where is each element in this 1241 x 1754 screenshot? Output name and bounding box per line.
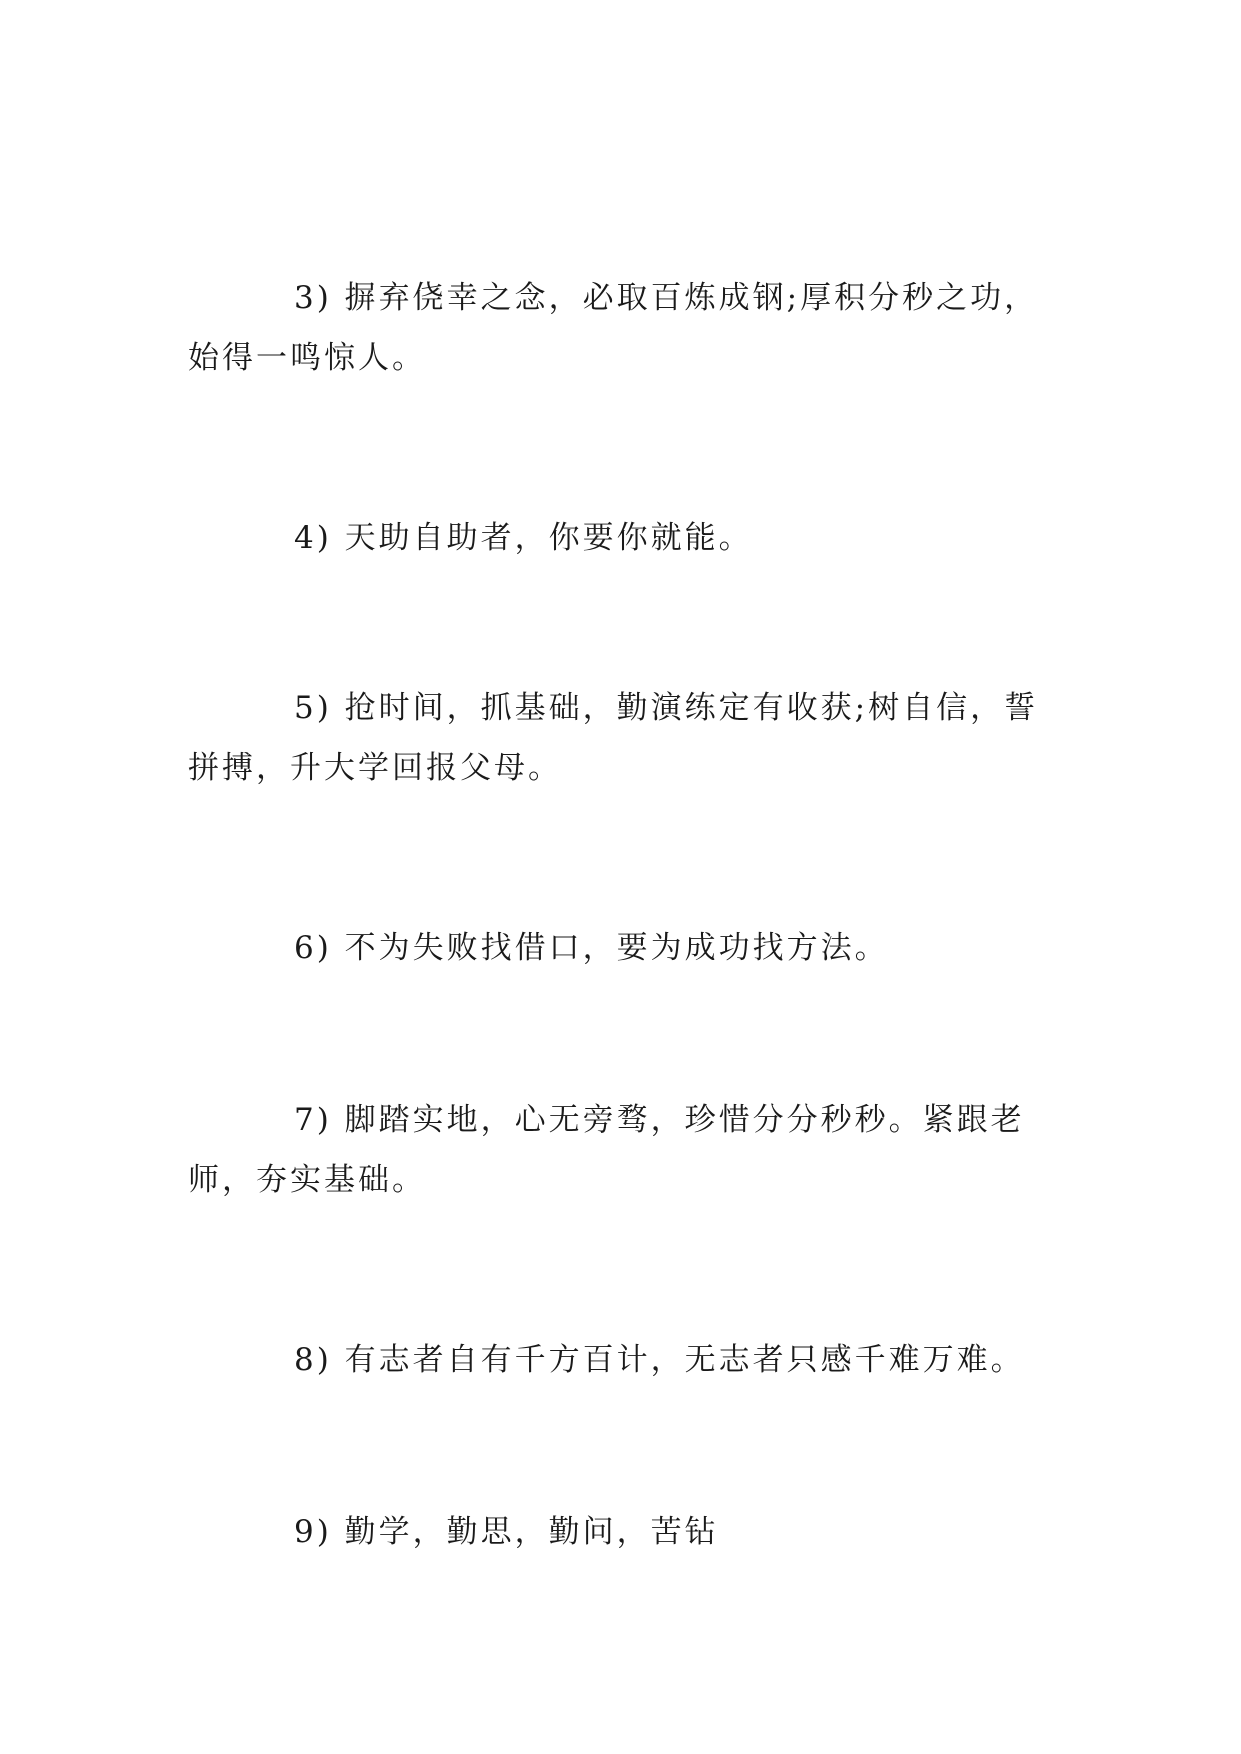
paragraph-8: 8) 有志者自有千方百计，无志者只感千难万难。 xyxy=(294,1342,1025,1378)
paragraph-6: 6) 不为失败找借口，要为成功找方法。 xyxy=(294,930,889,966)
paragraph-9: 9) 勤学，勤思，勤问，苦钻 xyxy=(294,1514,719,1550)
paragraph-4: 4) 天助自助者，你要你就能。 xyxy=(294,520,753,556)
paragraph-3: 3) 摒弃侥幸之念，必取百炼成钢;厚积分秒之功，始得一鸣惊人。 xyxy=(188,280,1039,376)
paragraph-5: 5) 抢时间，抓基础，勤演练定有收获;树自信，誓拼搏，升大学回报父母。 xyxy=(188,690,1039,786)
paragraph-7: 7) 脚踏实地，心无旁骛，珍惜分分秒秒。紧跟老师，夯实基础。 xyxy=(188,1102,1025,1198)
